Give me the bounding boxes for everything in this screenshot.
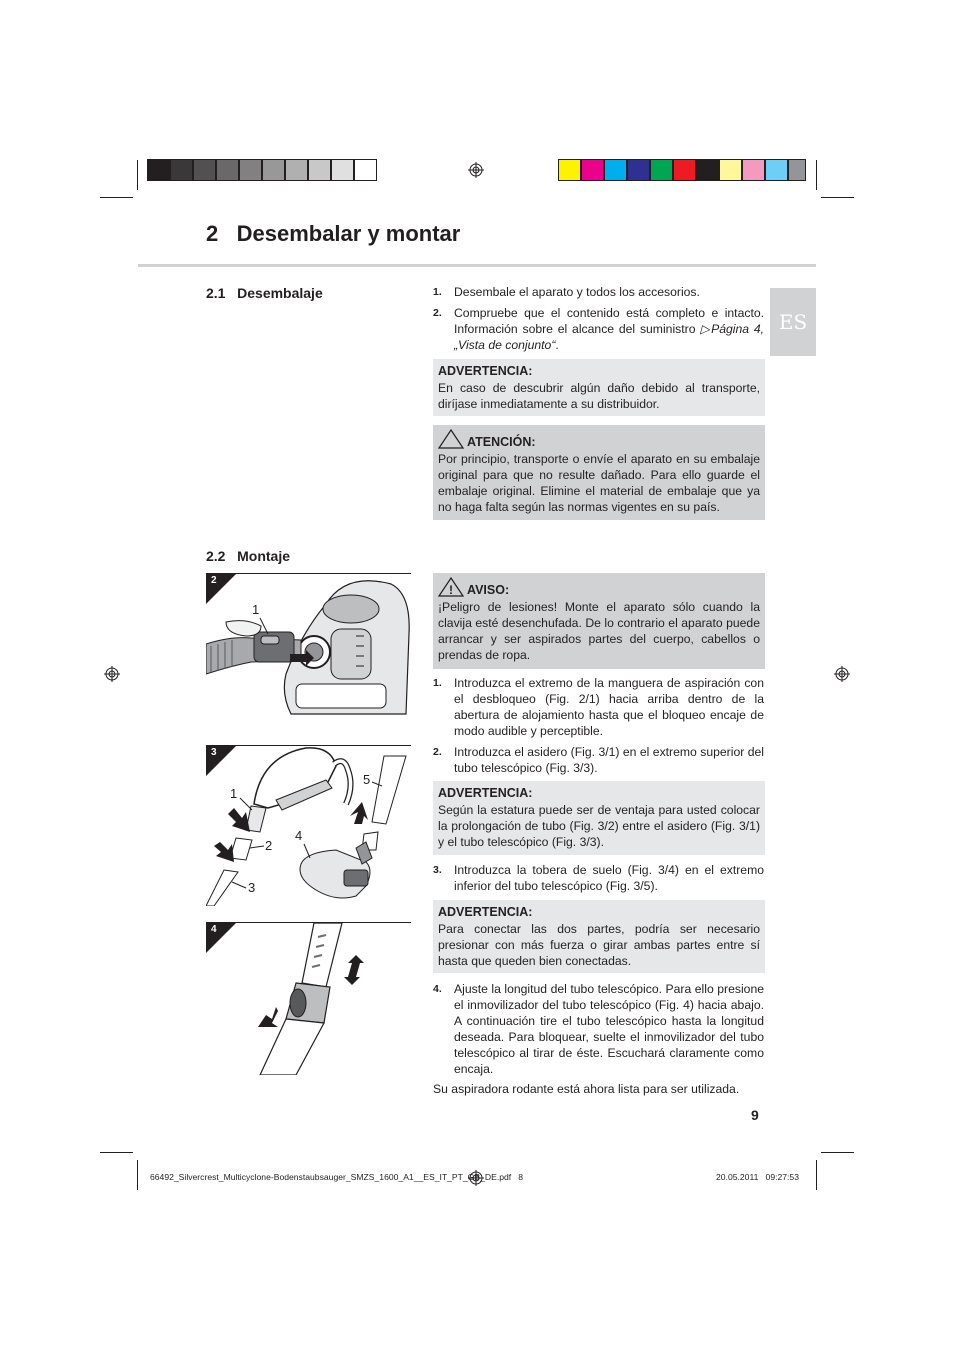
gray-swatch xyxy=(239,159,262,181)
color-swatch xyxy=(673,159,696,181)
figure-label: 1 xyxy=(252,602,260,617)
figure-label: 4 xyxy=(295,828,303,843)
color-swatch xyxy=(742,159,765,181)
closing-sentence: Su aspiradora rodante está ahora lista para ser utilizada. xyxy=(433,1082,740,1096)
crop-mark xyxy=(816,160,817,190)
color-swatch xyxy=(604,159,627,181)
crop-mark xyxy=(137,160,138,190)
figure-label: 2 xyxy=(265,838,273,853)
montaje-steps-a xyxy=(433,675,764,781)
desembalaje-steps xyxy=(433,284,764,358)
cross-reference: ▷Página 4, „Vista de conjunto“ xyxy=(454,322,764,352)
section-heading-montaje: 2.2 Montaje xyxy=(206,548,291,564)
color-swatch xyxy=(765,159,788,181)
list-item: 1. Introduzca el extremo de la manguera de aspiración con el desbloqueo (Fig. 2/1) hacia arriba dentro de la abertura de alojamiento hasta que el bloqueo encaje de modo audible y perceptible. xyxy=(433,676,764,738)
gray-swatch xyxy=(331,159,354,181)
color-swatch xyxy=(581,159,604,181)
chapter-number: 2 xyxy=(206,221,219,246)
page-title xyxy=(206,221,460,247)
montaje-steps-b xyxy=(433,862,764,899)
chapter-title: Desembalar y montar xyxy=(236,221,461,246)
hose-insertion-illustration xyxy=(206,574,411,724)
advertencia-box: ADVERTENCIA: En caso de descubrir algún daño debido al transporte, diríjase inmediatamente a su distribuidor. xyxy=(433,359,765,416)
footer-date: 20.05.2011 09:27:53 xyxy=(716,1172,799,1182)
color-swatch xyxy=(558,159,581,181)
figure-number: 2 xyxy=(211,575,217,586)
figure-label: 1 xyxy=(230,786,238,801)
atencion-box: ATENCIÓN: Por principio, transporte o envíe el aparato en su embalaje original para que no resulte dañado. Para ello guarde el embalaje original. Elimine el material de embalaje que ya no haga falta según las normas vigentes en su país. xyxy=(433,425,765,520)
color-swatch xyxy=(719,159,742,181)
title-divider xyxy=(138,264,816,267)
list-item: 2. Compruebe que el contenido está completo e intacto. Información sobre el alcance del suministro ▷Página 4, „Vista de conjunto“. xyxy=(433,306,764,352)
section-heading-desembalaje: 2.1 Desembalaje xyxy=(206,285,323,301)
gray-swatch xyxy=(262,159,285,181)
gray-swatch xyxy=(216,159,239,181)
gray-swatch xyxy=(147,159,170,181)
telescopic-tube-illustration xyxy=(206,923,411,1075)
color-swatch xyxy=(788,159,806,181)
registration-mark-icon xyxy=(104,666,120,682)
crop-mark xyxy=(821,1152,854,1153)
list-item: 4. Ajuste la longitud del tubo telescópico. Para ello presione el inmovilizador del tubo telescópico (Fig. 4) hacia abajo. A continuación tire el tubo telescópico hasta la longitud deseada. Para bloquear, suelte el inmovilizador del tubo telescópico al tirar de éste. Escuchará claramente como encaja. xyxy=(433,982,764,1076)
accessory-assembly-illustration xyxy=(206,746,411,906)
list-item: 3. Introduzca la tobera de suelo (Fig. 3/4) en el extremo inferior del tubo telescópico (Fig. 3/5). xyxy=(433,863,764,893)
aviso-box: ! AVISO: ¡Peligro de lesiones! Monte el aparato sólo cuando la clavija esté desenchufada. De lo contrario el aparato puede arrancar y ser aspirados partes del cuerpo, cabellos o prendas de ropa. xyxy=(433,573,765,669)
figure-4 xyxy=(206,922,411,1075)
advertencia-box: ADVERTENCIA: Según la estatura puede ser de ventaja para usted colocar la prolongación de tubo (Fig. 3/2) entre el asidero (Fig. 3/1) y el tubo telescópico (Fig. 3/3). xyxy=(433,781,765,855)
figure-number: 4 xyxy=(211,924,217,935)
warning-exclamation-icon xyxy=(438,577,464,597)
figure-2 xyxy=(206,573,411,724)
list-item: 2. Introduzca el asidero (Fig. 3/1) en el extremo superior del tubo telescópico (Fig. 3/3). xyxy=(433,745,764,775)
montaje-steps-c xyxy=(433,981,764,1082)
registration-mark-icon xyxy=(834,666,850,682)
registration-mark-icon xyxy=(468,162,484,178)
color-swatch xyxy=(627,159,650,181)
figure-label: 3 xyxy=(248,880,256,895)
language-tab: ES xyxy=(770,288,816,356)
color-swatch xyxy=(696,159,719,181)
footer-filename: 66492_Silvercrest_Multicyclone-Bodenstaubsauger_SMZS_1600_A1__ES_IT_PT_GB_DE.pdf 8 xyxy=(150,1172,524,1182)
gray-swatch xyxy=(170,159,193,181)
crop-mark xyxy=(821,197,854,198)
gray-swatch xyxy=(193,159,216,181)
advertencia-box: ADVERTENCIA: Para conectar las dos partes, podría ser necesario presionar con más fuerza o girar ambas partes entre sí hasta que queden bien conectadas. xyxy=(433,900,765,973)
color-swatch xyxy=(650,159,673,181)
gray-swatch xyxy=(285,159,308,181)
warning-triangle-icon xyxy=(438,429,464,449)
figure-label: 5 xyxy=(363,772,371,787)
crop-mark xyxy=(137,1160,138,1190)
gray-swatch xyxy=(308,159,331,181)
crop-mark xyxy=(816,1160,817,1190)
crop-mark xyxy=(100,197,133,198)
figure-number: 3 xyxy=(211,747,217,758)
figure-3 xyxy=(206,745,411,906)
list-item: 1. Desembale el aparato y todos los accesorios. xyxy=(433,285,700,299)
gray-swatch xyxy=(354,159,377,181)
page-number: 9 xyxy=(751,1107,759,1123)
crop-mark xyxy=(100,1152,133,1153)
svg-text:!: ! xyxy=(449,583,453,597)
